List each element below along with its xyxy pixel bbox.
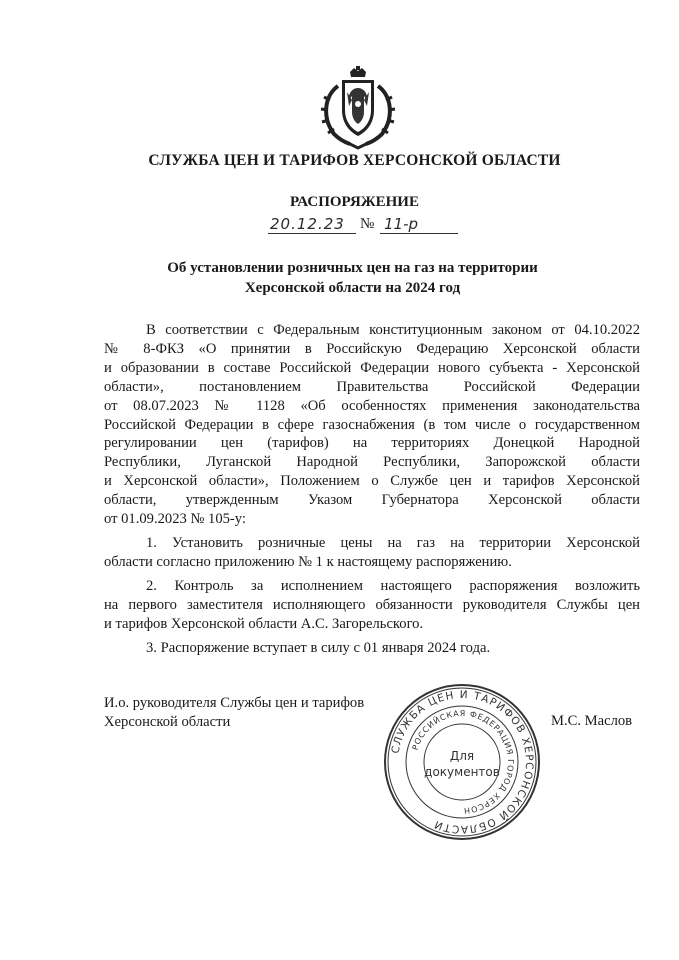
number-underline: [380, 233, 458, 234]
text-line: Российской Федерации в сфере газоснабжения (в том числе о государственном: [104, 416, 640, 433]
kherson-coat-of-arms-icon: [316, 66, 400, 150]
document-body: [104, 321, 640, 657]
text-line: на первого заместителя исполняющего обязанности руководителя Службы цен: [104, 596, 640, 613]
item-1-paragraph: [104, 534, 640, 572]
text-line: от 08.07.2023 № 1128 «Об особенностях применения законодательства: [104, 397, 640, 414]
text-line: области согласно приложению № 1 к настоящему распоряжению.: [104, 553, 512, 570]
text-line: от 01.09.2023 № 105-у:: [104, 511, 246, 528]
document-type: РАСПОРЯЖЕНИЕ: [290, 194, 419, 210]
text-line: регулировании цен (тарифов) на территориях Донецкой Народной: [104, 435, 640, 452]
preamble-paragraph: [104, 321, 640, 529]
organization-title: СЛУЖБА ЦЕН И ТАРИФОВ ХЕРСОНСКОЙ ОБЛАСТИ: [148, 152, 561, 169]
subject-line: Об установлении розничных цен на газ на территории: [167, 260, 538, 276]
text-line: и Херсонской области», Положением о Службе цен и тарифов Херсонской: [104, 473, 640, 490]
date-number-line: [268, 214, 468, 238]
item-2-paragraph: [104, 577, 640, 634]
text-line: 2. Контроль за исполнением настоящего распоряжения возложить: [146, 577, 640, 594]
official-seal-stamp: [382, 682, 542, 842]
handwritten-number: 11-р: [384, 215, 419, 233]
date-underline: [268, 233, 356, 234]
seal-outer-text: СЛУЖБА ЦЕН И ТАРИФОВ ХЕРСОНСКОЙ ОБЛАСТИ: [389, 688, 536, 836]
text-line: и тарифов Херсонской области А.С. Загорельского.: [104, 615, 424, 632]
text-line: 3. Распоряжение вступает в силу с 01 января 2024 года.: [146, 639, 491, 656]
text-line: № 8-ФКЗ «О принятии в Российскую Федерацию Херсонской области: [104, 340, 640, 357]
position-line: И.о. руководителя Службы цен и тарифов: [104, 695, 365, 711]
text-line: области, утвержденным Указом Губернатора Херсонской области: [104, 492, 640, 509]
handwritten-date: 20.12.23: [270, 215, 345, 233]
signatory-position: [104, 694, 364, 732]
text-line: Республики, Луганской Народной Республики, Запорожской области: [104, 454, 640, 471]
document-subject: [130, 258, 575, 298]
signatory-name: М.С. Маслов: [551, 713, 633, 729]
number-sign: №: [360, 216, 375, 232]
subject-line: Херсонской области на 2024 год: [244, 280, 461, 296]
text-line: 1. Установить розничные цены на газ на территории Херсонской: [146, 534, 640, 551]
position-line: Херсонской области: [104, 714, 231, 730]
text-line: и образовании в составе Российской Федерации нового субъекта - Херсонской: [104, 359, 640, 376]
item-3-paragraph: [104, 639, 640, 658]
seal-center-text: документов: [424, 765, 500, 779]
text-line: В соответствии с Федеральным конституционным законом от 04.10.2022: [146, 322, 640, 338]
seal-center-text: Для: [449, 749, 475, 763]
text-line: области», постановлением Правительства Российской Федерации: [104, 378, 640, 395]
seal-inner-text: РОССИЙСКАЯ ФЕДЕРАЦИЯ ГОРОД ХЕРСОН: [410, 708, 516, 816]
